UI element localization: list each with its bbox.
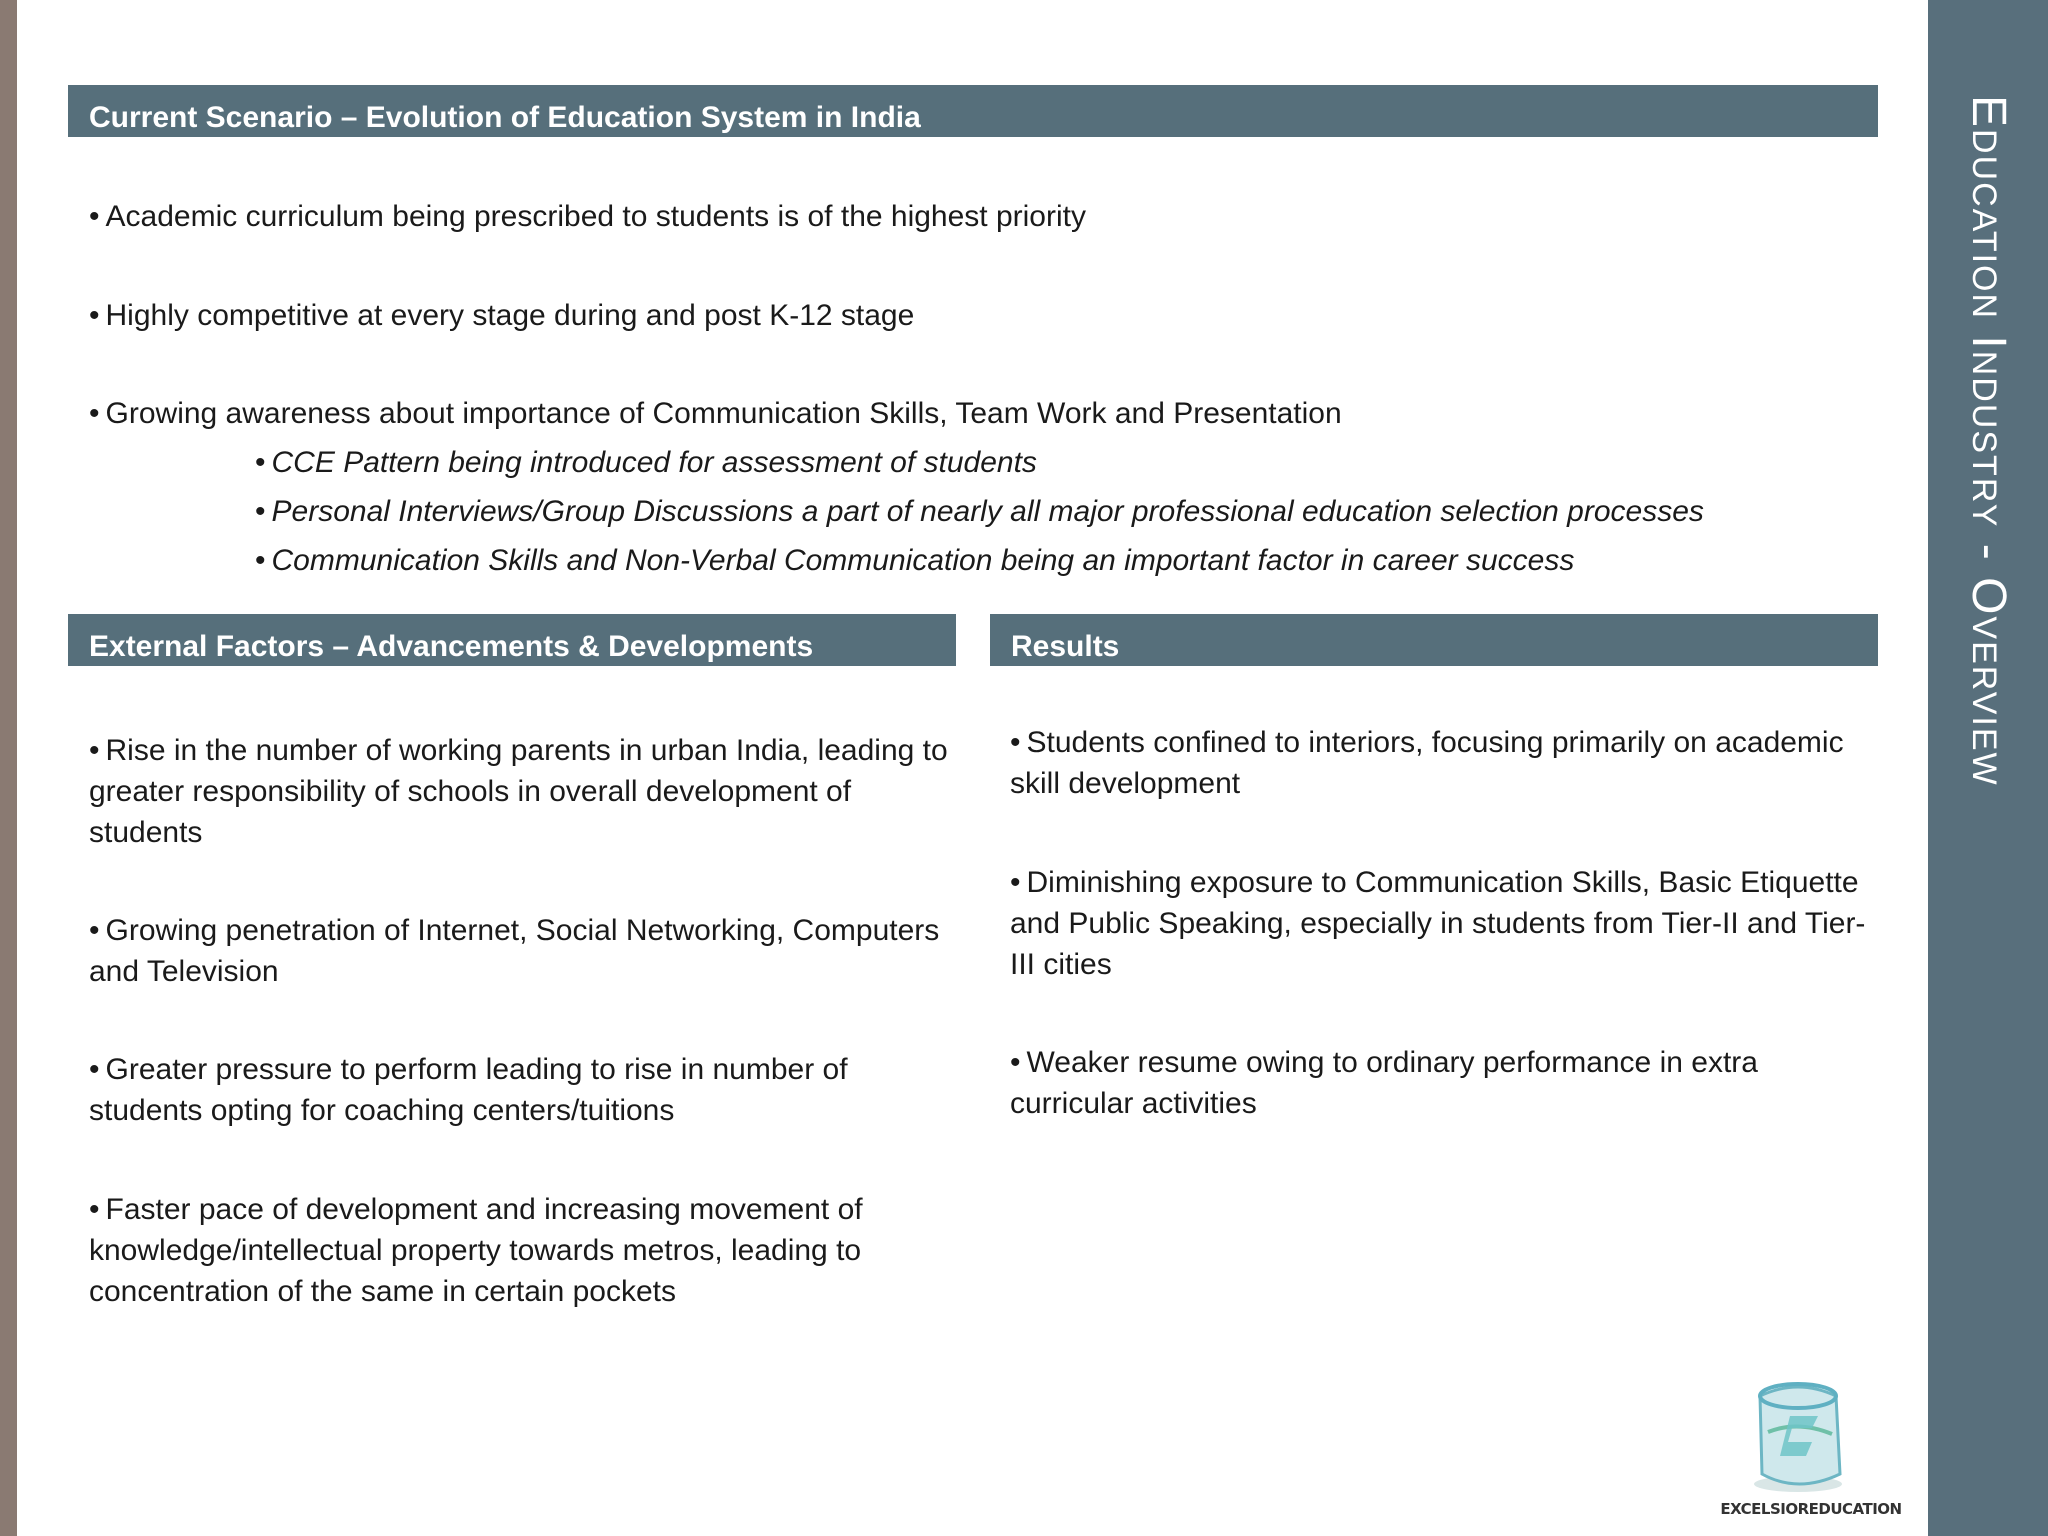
results-header: Results (990, 614, 1878, 666)
current-sub-bullet: • CCE Pattern being introduced for assessment of students (255, 446, 1037, 479)
external-bullet: • Greater pressure to perform leading to rise in number of students opting for coaching centers/tuitions (89, 1053, 848, 1127)
current-scenario-header: Current Scenario – Evolution of Education System in India (68, 85, 1878, 137)
current-bullet: • Growing awareness about importance of Communication Skills, Team Work and Presentation (89, 397, 1342, 430)
external-factors-header: External Factors – Advancements & Developments (68, 614, 956, 666)
results-bullet: • Diminishing exposure to Communication Skills, Basic Etiquette and Public Speaking, especially in students from Tier-II and Tier-III cities (1010, 866, 1866, 981)
current-sub-bullet: • Communication Skills and Non-Verbal Communication being an important factor in career success (255, 544, 1575, 577)
left-accent-strip (0, 0, 17, 1536)
current-bullet: • Academic curriculum being prescribed to students is of the highest priority (89, 200, 1086, 233)
excelsior-education-logo (1720, 1376, 1902, 1526)
slide-title: Education Industry - Overview (1962, 95, 2015, 787)
logo-cylinder-icon (1720, 1376, 1902, 1500)
external-bullet: • Faster pace of development and increasing movement of knowledge/intellectual property towards metros, leading to concentration of the same in certain pockets (89, 1193, 863, 1308)
logo-wordmark: EXCELSIOREDUCATION (1720, 1500, 1902, 1518)
external-bullet: • Rise in the number of working parents in urban India, leading to greater responsibility of schools in overall development of students (89, 734, 948, 849)
current-bullet: • Highly competitive at every stage during and post K-12 stage (89, 299, 915, 332)
current-sub-bullet: • Personal Interviews/Group Discussions a part of nearly all major professional education selection processes (255, 495, 1704, 528)
results-bullet: • Weaker resume owing to ordinary performance in extra curricular activities (1010, 1046, 1758, 1120)
external-bullet: • Growing penetration of Internet, Social Networking, Computers and Television (89, 914, 940, 988)
results-bullet: • Students confined to interiors, focusing primarily on academic skill development (1010, 726, 1844, 800)
